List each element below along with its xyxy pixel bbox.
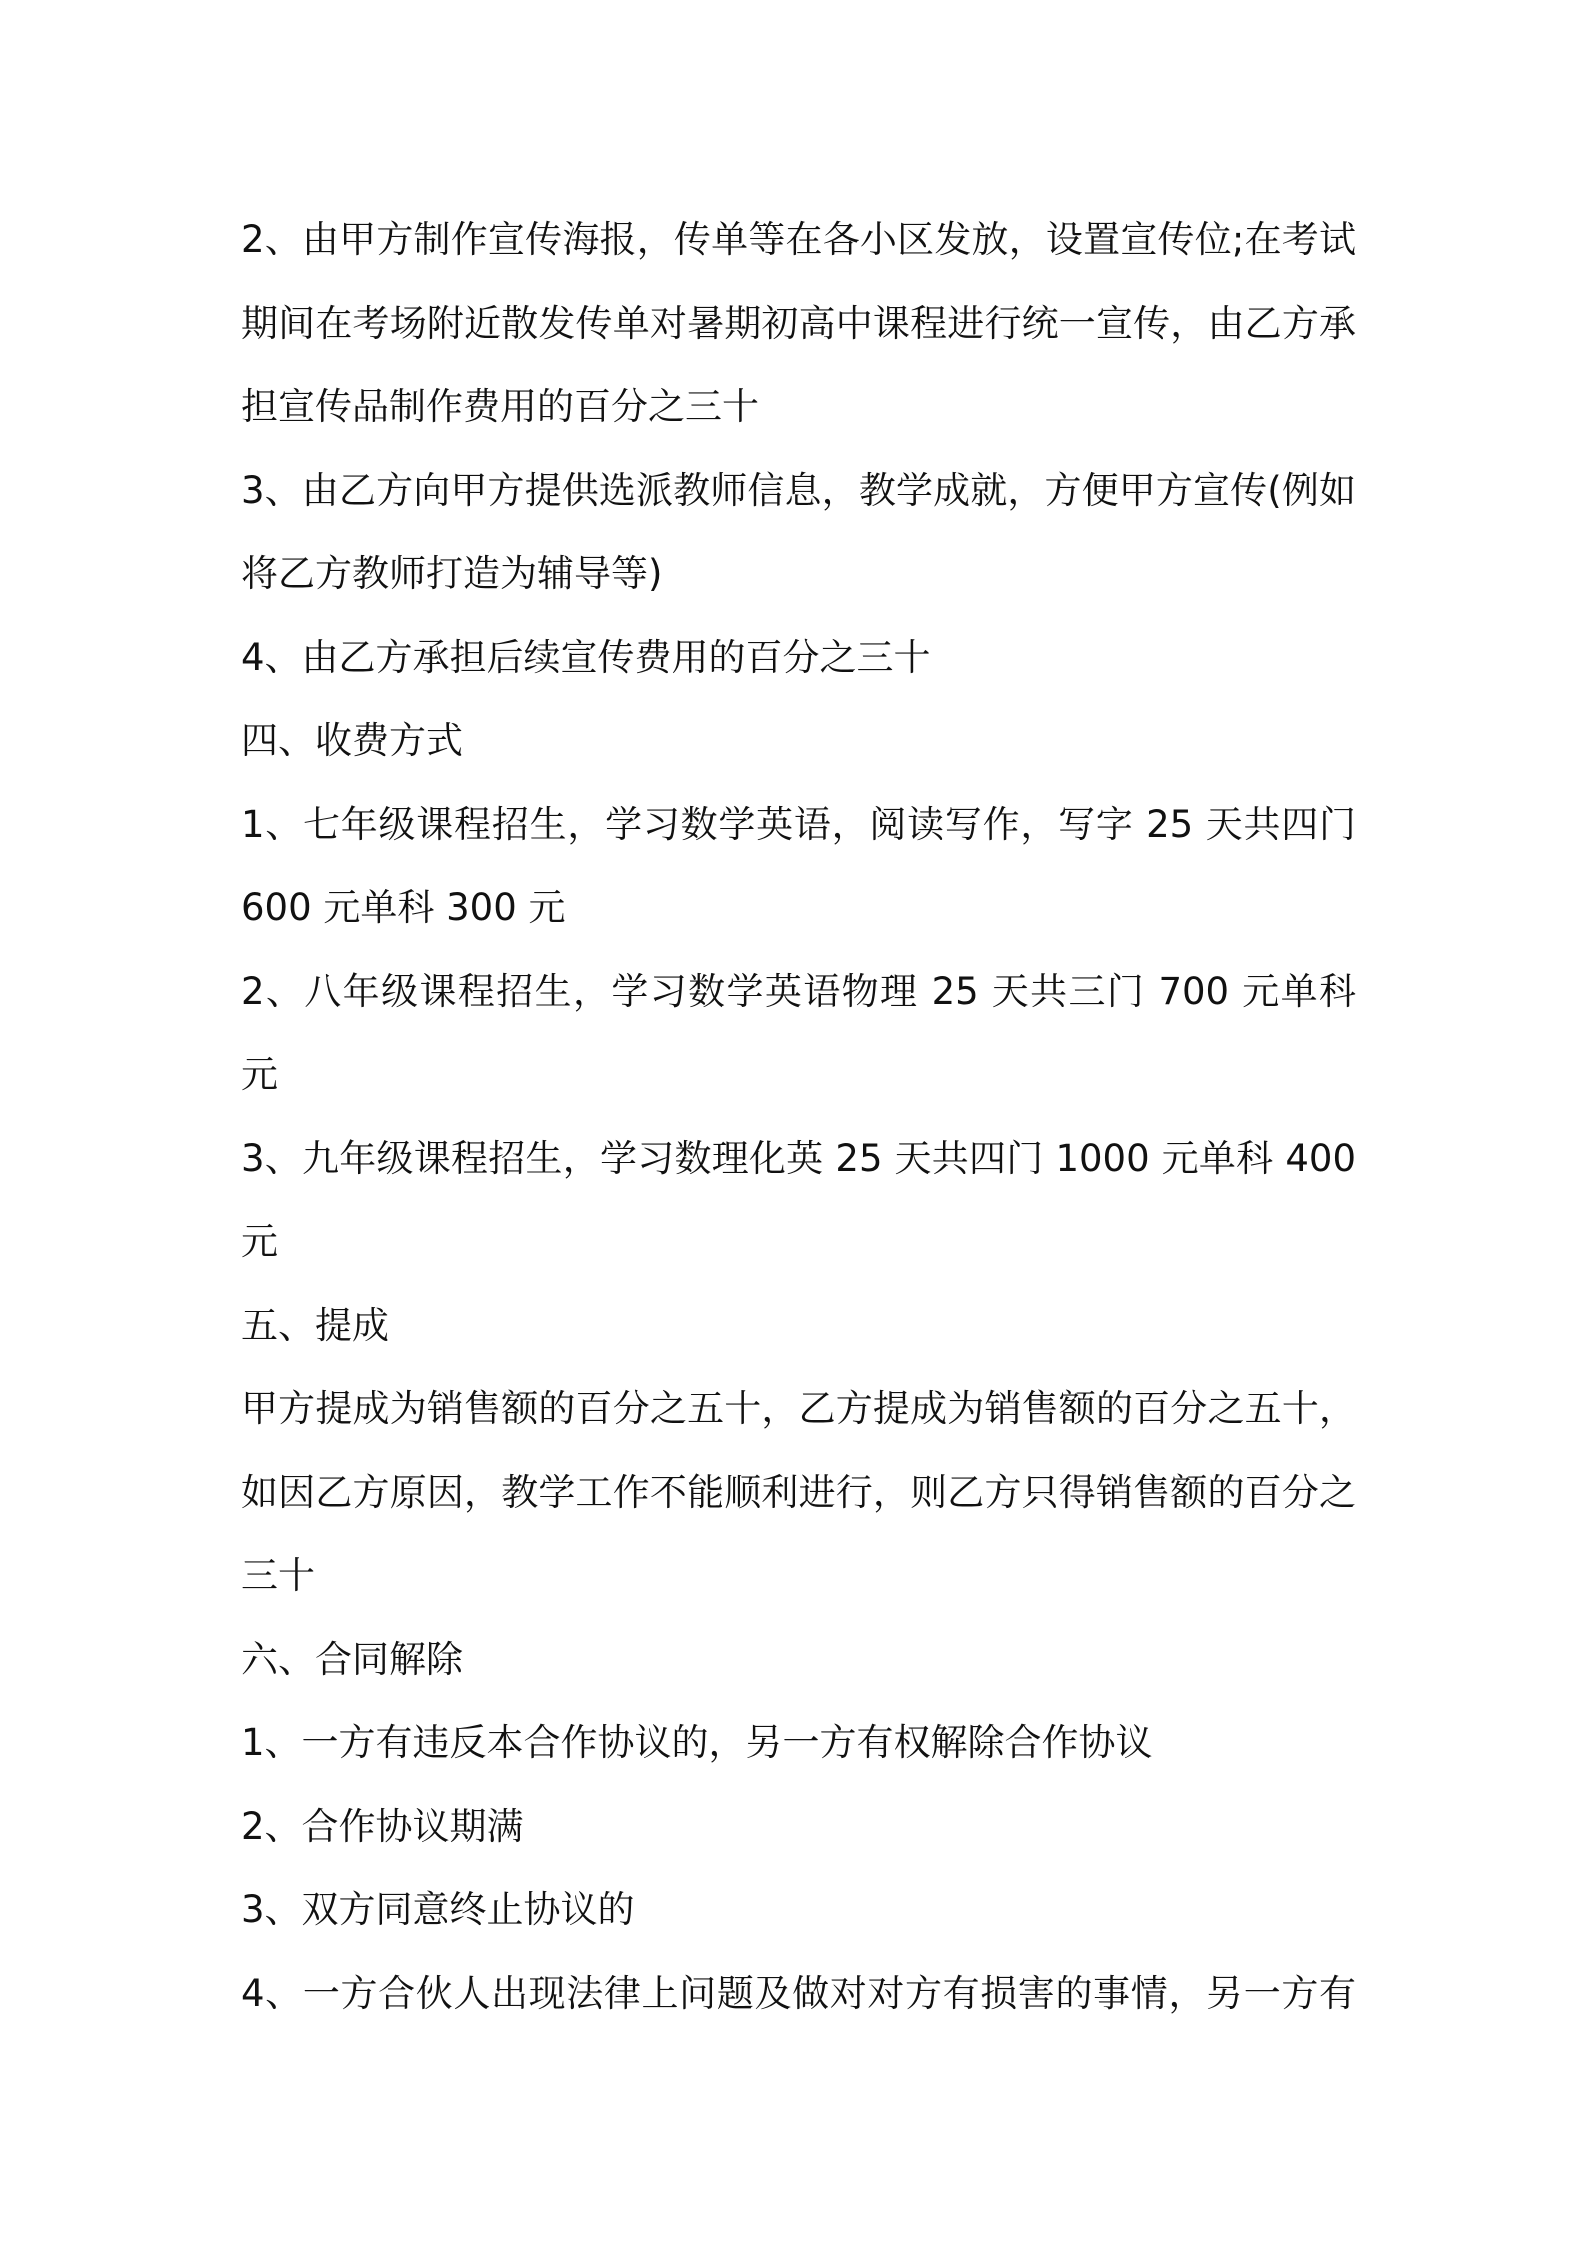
section-heading: 五、提成: [241, 1303, 389, 1347]
text-line: 担宣传品制作费用的百分之三十: [241, 385, 759, 428]
text-line: 3、双方同意终止协议的: [241, 1888, 635, 1931]
text-line: 将乙方教师打造为辅导等): [241, 552, 663, 595]
document-body: [241, 198, 1356, 2035]
text-line: 元: [241, 1220, 278, 1263]
text-line: 1、一方有违反本合作协议的，另一方有权解除合作协议: [241, 1721, 1153, 1764]
text-line: 600 元单科 300 元: [241, 886, 566, 929]
section-heading: 六、合同解除: [241, 1637, 463, 1681]
text-line: 3、由乙方向甲方提供选派教师信息，教学成就，方便甲方宣传(例如: [241, 468, 1356, 512]
text-line: 2、合作协议期满: [241, 1804, 524, 1848]
text-line: 如因乙方原因，教学工作不能顺利进行，则乙方只得销售额的百分之: [241, 1470, 1356, 1514]
text-line: 1、七年级课程招生，学习数学英语，阅读写作，写字 25 天共四门: [241, 802, 1356, 846]
text-line: 3、九年级课程招生，学习数理化英 25 天共四门 1000 元单科 400: [241, 1136, 1356, 1180]
text-line: 2、由甲方制作宣传海报，传单等在各小区发放，设置宣传位;在考试: [241, 218, 1356, 261]
text-line: 三十: [241, 1554, 315, 1597]
text-line: 元: [241, 1053, 278, 1096]
text-line: 2、八年级课程招生，学习数学英语物理 25 天共三门 700 元单科: [241, 969, 1356, 1013]
text-line: 4、一方合伙人出现法律上问题及做对对方有损害的事情，另一方有: [241, 1971, 1356, 2015]
section-heading: 四、收费方式: [241, 719, 463, 762]
text-line: 甲方提成为销售额的百分之五十，乙方提成为销售额的百分之五十，: [241, 1387, 1356, 1430]
text-line: 期间在考场附近散发传单对暑期初高中课程进行统一宣传，由乙方承: [241, 301, 1356, 345]
text-line: 4、由乙方承担后续宣传费用的百分之三十: [241, 635, 931, 679]
